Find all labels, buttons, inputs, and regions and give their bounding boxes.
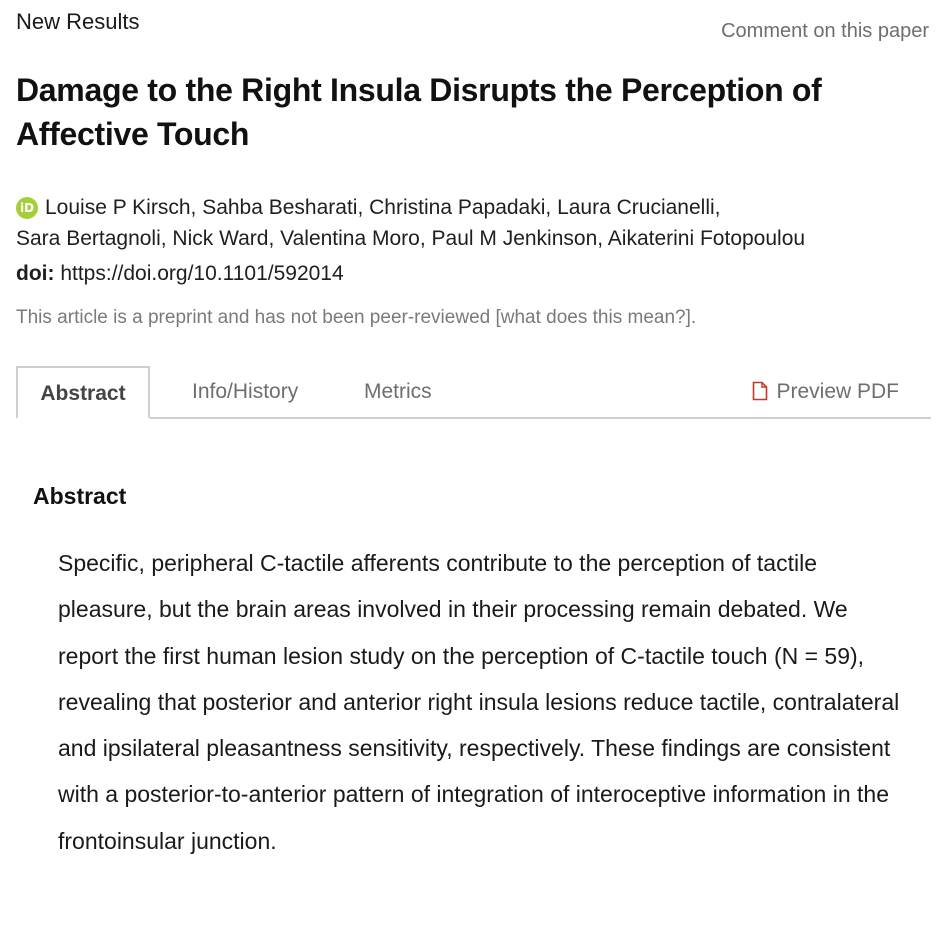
abstract-heading: Abstract [33, 483, 127, 509]
authors-line-1: Louise P Kirsch, Sahba Besharati, Christina Papadaki, Laura Crucianelli, [45, 196, 721, 219]
authors-line-2: Sara Bertagnoli, Nick Ward, Valentina Moro, Paul M Jenkinson, Aikaterini Fotopoulou [16, 227, 806, 250]
doi-label: doi: [16, 262, 55, 285]
tab-abstract[interactable]: Abstract [16, 366, 150, 419]
abstract-body: Specific, peripheral C-tactile afferents contribute to the perception of tactile pleasure, but the brain areas involved in their processing remain debated. We report the first human lesion study on the perception of C-tactile touch (N = 59), revealing that posterior and anterior right insula lesions reduce tactile, contralateral and ipsilateral pleasantness sensitivity, respectively. These findings are consistent with a posterior-to-anterior pattern of integration of interoceptive information in the frontoinsular junction. [58, 550, 900, 854]
preprint-note-text: This article is a preprint and has not been peer-reviewed [16, 307, 491, 328]
preview-pdf-tab[interactable] [752, 366, 899, 417]
orcid-icon[interactable]: iD [16, 197, 38, 219]
tab-metrics[interactable]: Metrics [364, 380, 432, 403]
comment-on-paper-link[interactable]: Comment on this paper [721, 20, 929, 42]
tab-info-history[interactable]: Info/History [192, 380, 299, 403]
preprint-notice [16, 307, 696, 329]
what-does-this-mean-link[interactable]: [what does this mean?] [495, 307, 691, 328]
paper-title: Damage to the Right Insula Disrupts the Perception of Affective Touch [16, 72, 822, 152]
doi-link[interactable]: https://doi.org/10.1101/592014 [60, 262, 344, 285]
doi-row [16, 262, 344, 286]
preview-pdf-label: Preview PDF [776, 380, 899, 403]
author-list [16, 192, 926, 254]
article-tabs [16, 366, 931, 419]
article-type-label: New Results [16, 9, 140, 34]
pdf-file-icon [752, 381, 768, 401]
preprint-note-period: . [690, 307, 697, 328]
